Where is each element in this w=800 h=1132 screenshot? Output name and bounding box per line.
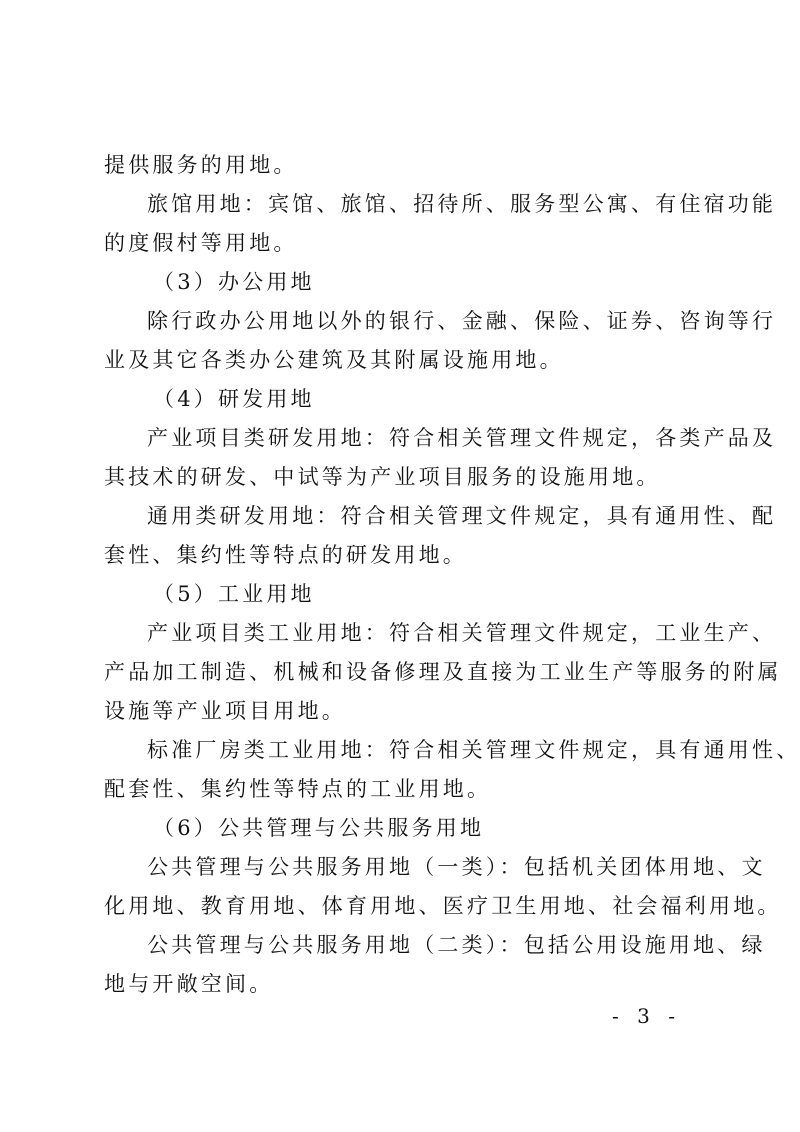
text-line: 提供服务的用地。: [104, 153, 298, 177]
text-line: 设施等产业项目用地。: [104, 699, 346, 723]
paragraph-industrial-rd-land: 产业项目类研发用地：符合相关管理文件规定，各类产品及: [147, 426, 777, 450]
paragraph-general-rd-land: 通用类研发用地：符合相关管理文件规定，具有通用性、配: [147, 504, 777, 528]
paragraph-project-industrial-land: 产业项目类工业用地：符合相关管理文件规定，工业生产、: [147, 621, 777, 645]
text-line: 套性、集约性等特点的研发用地。: [104, 543, 467, 567]
paragraph-standard-factory-land: 标准厂房类工业用地：符合相关管理文件规定，具有通用性、: [147, 738, 800, 762]
paragraph-public-land-class-2: 公共管理与公共服务用地（二类）：包括公用设施用地、绿: [147, 933, 766, 957]
text-line: 化用地、教育用地、体育用地、医疗卫生用地、社会福利用地。: [104, 894, 782, 918]
section-heading-public-land: （6）公共管理与公共服务用地: [153, 816, 485, 840]
paragraph-hotel-land: 旅馆用地：宾馆、旅馆、招待所、服务型公寓、有住宿功能: [147, 192, 777, 216]
section-heading-rd-land: （4）研发用地: [153, 387, 315, 411]
text-line: 地与开敞空间。: [104, 972, 274, 996]
paragraph-office-land: 除行政办公用地以外的银行、金融、保险、证券、咨询等行: [147, 309, 777, 333]
paragraph-public-land-class-1: 公共管理与公共服务用地（一类）：包括机关团体用地、文: [147, 855, 766, 879]
section-heading-office-land: （3）办公用地: [153, 270, 315, 294]
page-number: - 3 -: [612, 1004, 681, 1028]
text-line: 配套性、集约性等特点的工业用地。: [104, 777, 492, 801]
text-line: 业及其它各类办公建筑及其附属设施用地。: [104, 348, 564, 372]
text-line: 其技术的研发、中试等为产业项目服务的设施用地。: [104, 465, 661, 489]
document-body: [104, 146, 800, 1004]
section-heading-industrial-land: （5）工业用地: [153, 582, 315, 606]
text-line: 的度假村等用地。: [104, 231, 298, 255]
text-line: 产品加工制造、机械和设备修理及直接为工业生产等服务的附属: [104, 660, 782, 684]
